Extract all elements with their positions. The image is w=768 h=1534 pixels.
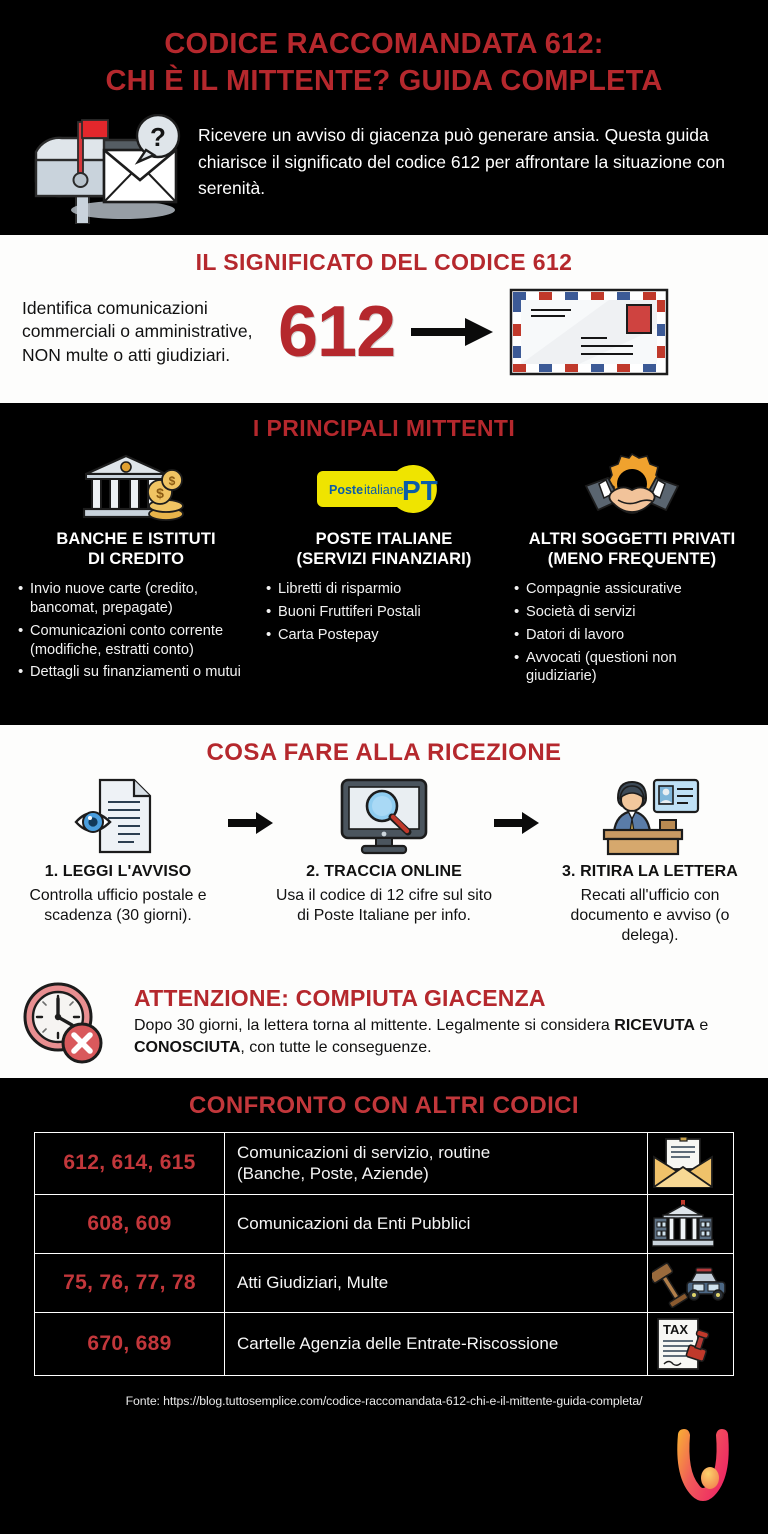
page-title-line2: CHI È IL MITTENTE? GUIDA COMPLETA	[105, 65, 663, 98]
meaning-description: Identifica comunicazioni commerciali o amministrative, NON multe o atti giudiziari.	[22, 298, 253, 365]
hero-intro-text: Ricevere un avviso di giacenza può generare ansia. Questa guida chiarisce il significato del codice 612 per affrontare la situazione con serenità.	[198, 125, 725, 199]
warning-text	[134, 1015, 748, 1058]
senders-title: I PRINCIPALI MITTENTI	[252, 415, 516, 441]
svg-text:PT: PT	[402, 475, 438, 506]
sender-heading-private-l1: ALTRI SOGGETTI PRIVATI	[528, 530, 736, 548]
list-item: • Buoni Fruttiferi Postali	[265, 603, 503, 622]
monitor-search-icon	[276, 775, 492, 857]
list-item: • Compagnie assicurative	[513, 580, 751, 599]
comparison-title: CONFRONTO CON ALTRI CODICI	[189, 1092, 579, 1119]
desc-line1: Comunicazioni di servizio, routine	[237, 1143, 491, 1162]
gavel-police-car-icon	[652, 1258, 729, 1308]
table-row	[35, 1312, 734, 1375]
list-item: • Dettagli su finanziamenti o mutui	[17, 663, 255, 682]
footer-section	[0, 1384, 768, 1534]
clock-error-icon	[20, 979, 106, 1065]
svg-text:Poste: Poste	[329, 483, 364, 497]
warning-text-part2: e	[694, 1016, 709, 1034]
step-2	[274, 775, 494, 926]
sender-heading-banks-l2: DI CREDITO	[87, 549, 185, 568]
table-cell-description	[225, 1133, 648, 1195]
sender-heading-poste	[265, 530, 503, 570]
senders-section	[0, 403, 768, 725]
step-3-text: Recati all'ufficio con documento e avviso (o delega).	[570, 887, 730, 945]
clerk-desk-icon	[542, 775, 758, 857]
warning-text-part3: , con tutte le conseguenze.	[240, 1038, 432, 1056]
table-row	[35, 1133, 734, 1195]
step-3-heading: 3. RITIRA LA LETTERA	[562, 863, 738, 880]
table-row	[35, 1253, 734, 1312]
page-title	[0, 26, 768, 100]
table-row	[35, 1194, 734, 1253]
table-cell-codes: 612, 614, 615	[35, 1133, 225, 1195]
desc-line2: (Banche, Poste, Aziende)	[237, 1164, 429, 1184]
list-item: • Società di servizi	[513, 603, 751, 622]
svg-text:$: $	[168, 474, 176, 488]
arrow-right-icon	[494, 775, 540, 835]
table-cell-icon	[648, 1312, 734, 1375]
warning-bold-ricevuta: RICEVUTA	[614, 1016, 695, 1034]
comparison-section	[0, 1078, 768, 1384]
tax-stamp-icon	[652, 1317, 729, 1371]
svg-text:$: $	[156, 485, 164, 501]
steps-section	[0, 725, 768, 965]
sender-list-banks	[17, 580, 255, 683]
document-eye-icon	[10, 775, 226, 857]
mailbox-question-icon	[18, 114, 198, 224]
sender-column-banks	[12, 452, 260, 690]
steps-title: COSA FARE ALLA RICEZIONE	[206, 739, 562, 766]
warning-text-part1: Dopo 30 giorni, la lettera torna al mittente. Legalmente si considera	[134, 1016, 615, 1034]
table-cell-description: Atti Giudiziari, Multe	[225, 1253, 648, 1312]
list-item: • Invio nuove carte (credito, bancomat, prepagate)	[17, 580, 255, 618]
step-2-text: Usa il codice di 12 cifre sul sito di Poste Italiane per info.	[276, 887, 492, 925]
brand-v-logo[interactable]	[672, 1428, 734, 1510]
sender-heading-private-l2: (MENO FREQUENTE)	[547, 549, 717, 568]
table-cell-icon	[648, 1133, 734, 1195]
warning-bold-conosciuta: CONOSCIUTA	[134, 1038, 241, 1056]
government-building-icon	[652, 1199, 729, 1249]
step-1-heading: 1. LEGGI L'AVVISO	[44, 863, 192, 880]
table-cell-description: Cartelle Agenzia delle Entrate-Riscossione	[225, 1312, 648, 1375]
table-cell-codes: 670, 689	[35, 1312, 225, 1375]
table-cell-description: Comunicazioni da Enti Pubblici	[225, 1194, 648, 1253]
meaning-section	[0, 235, 768, 403]
bank-coins-icon	[17, 452, 255, 524]
step-2-heading: 2. TRACCIA ONLINE	[306, 863, 462, 880]
list-item: • Comunicazioni conto corrente (modifiche, estratti conto)	[17, 622, 255, 660]
sender-heading-poste-l1: POSTE ITALIANE	[315, 530, 453, 548]
sender-heading-private	[513, 530, 751, 570]
list-item: • Avvocati (questioni non giudiziarie)	[513, 649, 751, 687]
airmail-envelope-icon	[509, 288, 669, 376]
sender-list-poste	[265, 580, 503, 645]
svg-text:?: ?	[150, 122, 166, 153]
sender-heading-poste-l2: (SERVIZI FINANZIARI)	[296, 549, 472, 568]
handshake-gear-icon	[513, 452, 751, 524]
step-1	[8, 775, 228, 926]
sender-column-poste	[260, 452, 508, 690]
table-cell-icon	[648, 1194, 734, 1253]
code-number-612: 612	[278, 292, 396, 372]
step-3	[540, 775, 760, 947]
hero-section	[0, 0, 768, 235]
svg-text:TAX: TAX	[663, 1321, 689, 1337]
comparison-table	[34, 1132, 734, 1376]
table-cell-codes: 608, 609	[35, 1194, 225, 1253]
warning-section	[0, 965, 768, 1078]
table-cell-codes: 75, 76, 77, 78	[35, 1253, 225, 1312]
source-url: Fonte: https://blog.tuttosemplice.com/codice-raccomandata-612-chi-e-il-mittente-guida-completa/	[125, 1394, 643, 1408]
arrow-right-icon	[409, 315, 495, 349]
sender-heading-banks	[17, 530, 255, 570]
svg-text:italiane: italiane	[364, 483, 404, 497]
sender-list-private	[513, 580, 751, 687]
sender-column-private	[508, 452, 756, 690]
list-item: • Carta Postepay	[265, 626, 503, 645]
step-1-text: Controlla ufficio postale e scadenza (30 giorni).	[29, 887, 207, 925]
arrow-right-icon	[228, 775, 274, 835]
list-item: • Datori di lavoro	[513, 626, 751, 645]
sender-heading-banks-l1: BANCHE E ISTITUTI	[56, 530, 216, 548]
list-item: • Libretti di risparmio	[265, 580, 503, 599]
open-envelope-letter-icon	[652, 1137, 729, 1189]
page-title-line1: CODICE RACCOMANDATA 612:	[164, 28, 604, 60]
table-cell-icon	[648, 1253, 734, 1312]
meaning-title: IL SIGNIFICATO DEL CODICE 612	[195, 249, 573, 275]
warning-title: ATTENZIONE: COMPIUTA GIACENZA	[134, 984, 546, 1011]
poste-italiane-logo	[265, 452, 503, 524]
